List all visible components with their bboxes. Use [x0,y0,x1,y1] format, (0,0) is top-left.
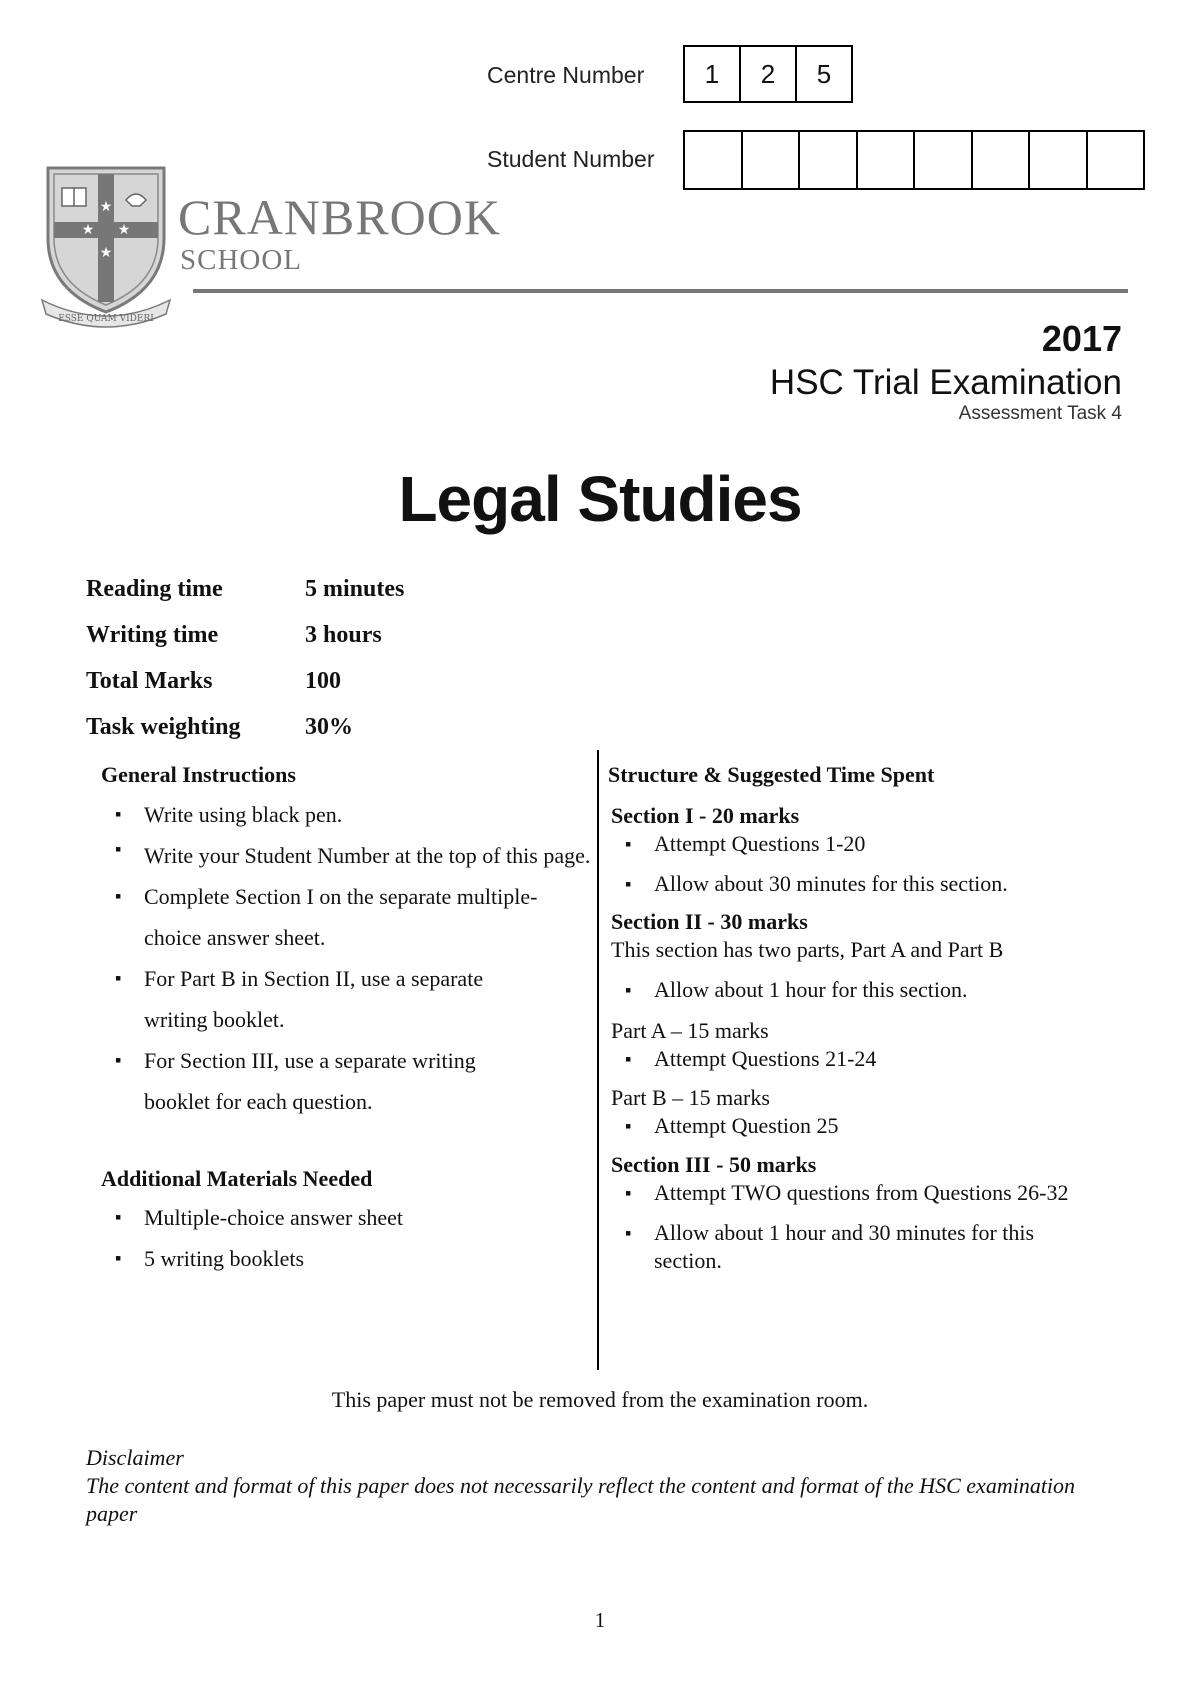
section-3-list [611,1179,1148,1275]
exam-title: HSC Trial Examination [769,363,1122,402]
info-value: 100 [305,667,341,694]
list-item: ▪ Complete Section I on the separate multiple-choice answer sheet. [101,876,591,958]
info-value: 3 hours [305,621,382,648]
student-number-label: Student Number [487,146,655,172]
additional-materials [101,1164,591,1279]
exam-info-table [86,566,404,750]
list-item: ▪ Attempt Question 25 [611,1112,1148,1140]
info-label: Total Marks [86,667,213,694]
list-item: ▪ Write your Student Number at the top of this page. [101,835,591,876]
additional-materials-list [101,1197,591,1279]
student-digit-box[interactable] [915,132,973,188]
student-number-boxes[interactable] [683,130,1145,190]
header-rule [193,289,1128,293]
list-item: ▪ Attempt Questions 1-20 [611,830,1148,858]
exam-year: 2017 [1041,318,1122,359]
list-item: ▪ Write using black pen. [101,794,591,835]
section-3-heading: Section III - 50 marks [611,1152,817,1177]
list-item: ▪ Multiple-choice answer sheet [101,1197,591,1238]
info-row [86,658,404,704]
general-instructions-list [101,794,591,1122]
part-a-heading: Part A – 15 marks [611,1018,769,1043]
student-digit-box[interactable] [1088,132,1144,188]
part-a-list [611,1045,1148,1073]
student-digit-box[interactable] [973,132,1031,188]
student-digit-box[interactable] [858,132,916,188]
general-instructions [101,760,591,1279]
list-item: ▪ Attempt Questions 21-24 [611,1045,1148,1073]
info-row [86,612,404,658]
list-item: ▪ Allow about 30 minutes for this section. [611,870,1148,898]
disclaimer-title: Disclaimer [86,1445,184,1470]
list-item: ▪ For Section III, use a separate writing booklet for each question. [101,1040,591,1122]
section-2-heading: Section II - 30 marks [611,909,808,934]
column-divider [597,750,599,1370]
centre-digit-box: 1 [685,47,741,101]
centre-number-label: Centre Number [487,62,645,88]
svg-text:★: ★ [99,245,113,261]
disclaimer [86,1444,1086,1528]
info-row [86,566,404,612]
info-label: Writing time [86,621,219,648]
svg-text:★: ★ [81,222,95,238]
general-instructions-heading: General Instructions [101,762,296,787]
centre-number-boxes [683,45,853,103]
assessment-task: Assessment Task 4 [958,403,1122,424]
section-1-heading: Section I - 20 marks [611,803,800,828]
list-item: ▪ Allow about 1 hour and 30 minutes for this section. [611,1219,1148,1275]
part-b-list [611,1112,1148,1140]
structure-heading: Structure & Suggested Time Spent [608,762,935,787]
list-item: ▪ 5 writing booklets [101,1238,591,1279]
structure-panel [608,760,1148,1275]
school-subtitle: SCHOOL [180,244,303,276]
list-item: ▪ For Part B in Section II, use a separate writing booklet. [101,958,591,1040]
school-name: CRANBROOK [178,189,501,245]
centre-digit-box: 5 [816,58,832,89]
school-crest-icon [40,160,172,330]
svg-text:★: ★ [117,222,131,238]
subject-title: Legal Studies [398,463,802,535]
removal-notice: This paper must not be removed from the examination room. [331,1387,869,1412]
info-value: 30% [305,713,353,740]
disclaimer-text: The content and format of this paper does not necessarily reflect the content and format of the HSC examination paper [86,1473,1076,1526]
page-number: 1 [594,1608,606,1632]
info-row [86,704,404,750]
section-1-list [611,830,1148,898]
part-b-heading: Part B – 15 marks [611,1085,770,1110]
info-label: Task weighting [86,713,241,740]
additional-materials-heading: Additional Materials Needed [101,1166,373,1191]
student-digit-box[interactable] [800,132,858,188]
list-item: ▪ Allow about 1 hour for this section. [611,976,1148,1004]
centre-digit-box: 2 [741,47,797,101]
info-label: Reading time [86,575,223,602]
student-digit-box[interactable] [743,132,801,188]
student-digit-box[interactable] [685,132,743,188]
section-2-list [611,976,1148,1004]
info-value: 5 minutes [305,575,405,602]
student-digit-box[interactable] [1030,132,1088,188]
school-motto: ESSE QUAM VIDERI [58,314,154,324]
svg-text:★: ★ [99,199,113,215]
list-item: ▪ Attempt TWO questions from Questions 26-32 [611,1179,1148,1207]
section-2-description: This section has two parts, Part A and Part B [611,937,1004,962]
